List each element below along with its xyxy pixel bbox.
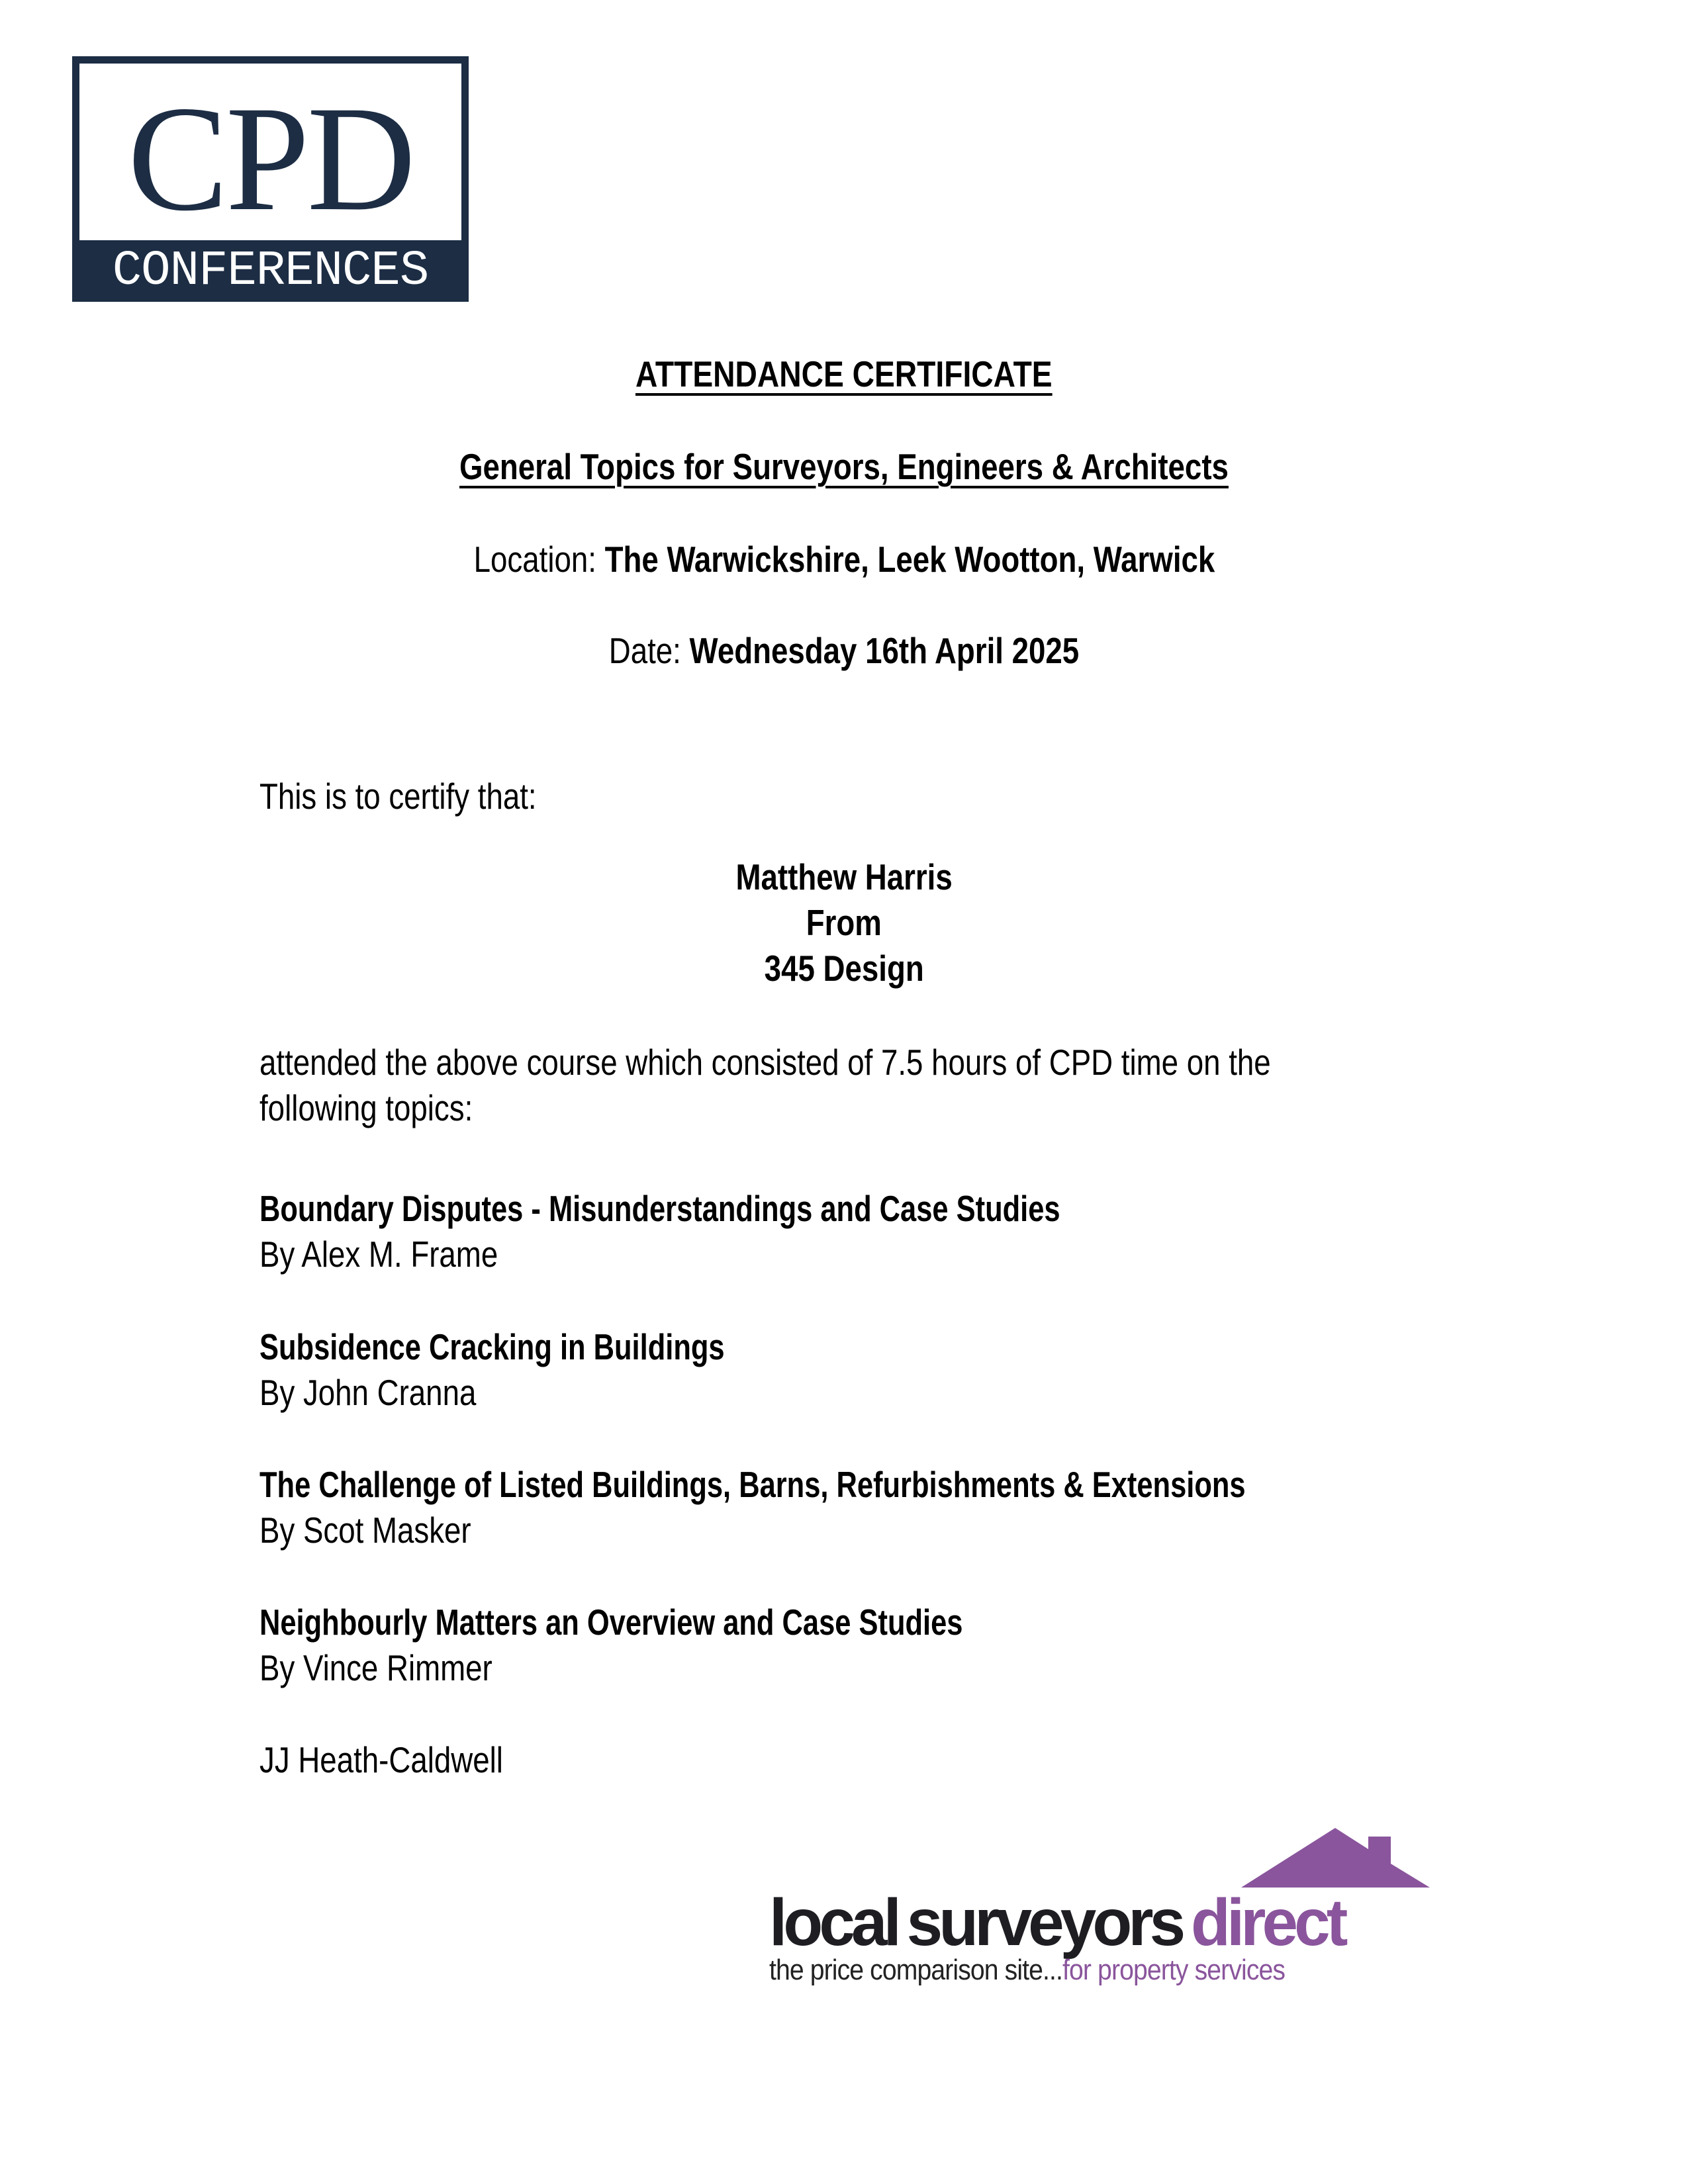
topic-title-text: The Challenge of Listed Buildings, Barns, Refurbishments & Extensions (259, 1464, 1246, 1505)
company-name (0, 950, 1688, 987)
certify-intro-text: This is to certify that: (259, 776, 537, 817)
topic-title-text: Subsidence Cracking in Buildings (259, 1326, 725, 1367)
signatory (259, 1739, 553, 1780)
statement-text-2: following topics: (259, 1087, 473, 1128)
topic-title (259, 1188, 1273, 1229)
location-label: Location: (473, 539, 596, 580)
statement-line-1 (259, 1044, 1478, 1081)
house-roof-shape (1241, 1828, 1430, 1888)
signatory-text: JJ Heath-Caldwell (259, 1739, 503, 1780)
certificate-title (0, 353, 1688, 394)
location-line (0, 541, 1688, 578)
statement-line-2 (259, 1087, 516, 1128)
logo-wordmark (769, 1886, 1356, 1960)
topic-speaker (259, 1236, 547, 1273)
course-title (0, 446, 1688, 487)
tagline-part-2: for property services (1062, 1954, 1286, 1986)
topic-title-text: Boundary Disputes - Misunderstandings and Case Studies (259, 1188, 1060, 1229)
logo-tagline (769, 1956, 1348, 1985)
topic-speaker-text: By Scot Masker (259, 1510, 471, 1551)
attendee-name-text: Matthew Harris (735, 856, 953, 897)
location-value: The Warwickshire, Leek Wootton, Warwick (604, 539, 1215, 580)
logo-word-local: local (769, 1886, 898, 1960)
topic-speaker (259, 1647, 540, 1688)
tagline-part-1: the price comparison site... (769, 1954, 1063, 1986)
topic-title (259, 1464, 1508, 1505)
attendee-name (0, 856, 1688, 897)
logo-word-direct: direct (1190, 1886, 1344, 1960)
house-icon (761, 1813, 1436, 1893)
date-line (0, 630, 1688, 671)
topic-title-text: Neighbourly Matters an Overview and Case Studies (259, 1602, 963, 1643)
logo-conferences-text: CONFERENCES (112, 244, 429, 299)
certify-intro (259, 778, 593, 815)
from-label (0, 902, 1688, 943)
logo-inner-panel (79, 64, 461, 240)
topic-speaker (259, 1372, 520, 1413)
topic-speaker-text: By Vince Rimmer (259, 1647, 492, 1688)
statement-text-1: attended the above course which consisted of 7.5 hours of CPD time on the (259, 1042, 1271, 1083)
from-label-text: From (806, 902, 882, 943)
date-value: Wednesday 16th April 2025 (689, 630, 1080, 671)
company-name-text: 345 Design (764, 948, 924, 989)
topic-speaker-text: By John Cranna (259, 1372, 477, 1413)
certificate-title-text: ATTENDANCE CERTIFICATE (635, 353, 1053, 394)
date-label: Date: (608, 630, 681, 671)
local-surveyors-direct-logo (761, 1813, 1436, 1992)
topic-title (259, 1326, 848, 1367)
logo-word-surveyors: surveyors (906, 1886, 1182, 1960)
topic-speaker-text: By Alex M. Frame (259, 1234, 498, 1275)
logo-cpd-text: CPD (127, 75, 414, 242)
cpd-conferences-logo (72, 56, 469, 302)
topic-title (259, 1604, 1150, 1641)
course-title-text: General Topics for Surveyors, Engineers & Architects (459, 446, 1229, 487)
topic-speaker (259, 1512, 514, 1549)
